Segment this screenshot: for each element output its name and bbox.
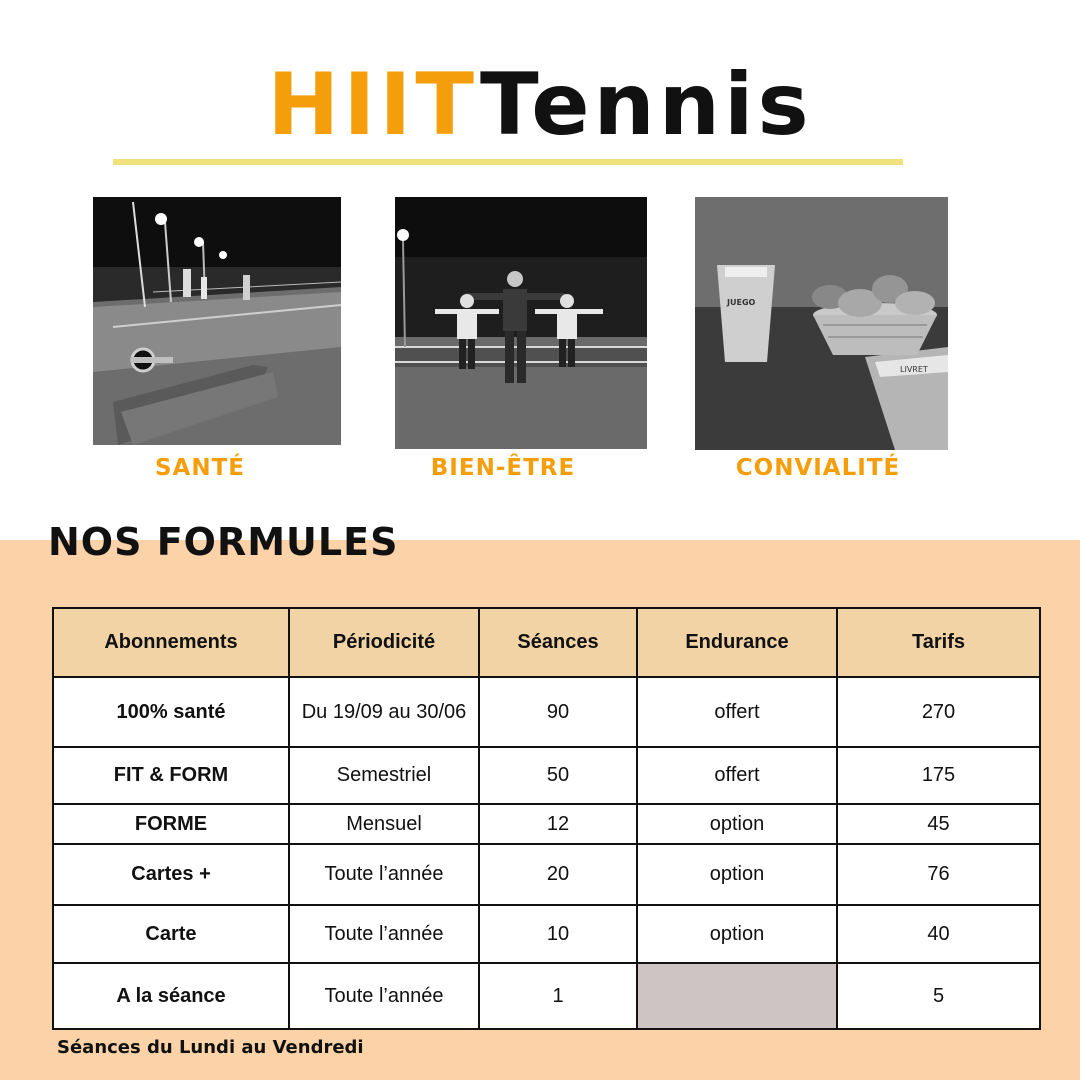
table-row <box>53 677 1040 747</box>
cell-periodicite: Toute l’année <box>289 963 479 1029</box>
cell-endurance-empty <box>637 963 837 1029</box>
header-seances: Séances <box>479 608 637 677</box>
cell-seances: 20 <box>479 844 637 905</box>
cell-seances: 90 <box>479 677 637 747</box>
cell-tarif: 175 <box>837 747 1040 804</box>
cell-periodicite: Du 19/09 au 30/06 <box>289 677 479 747</box>
cell-endurance: offert <box>637 677 837 747</box>
table-row <box>53 963 1040 1029</box>
cell-tarif: 76 <box>837 844 1040 905</box>
cell-abonnement: FIT & FORM <box>53 747 289 804</box>
cell-endurance: offert <box>637 747 837 804</box>
title-underline <box>113 159 903 165</box>
cell-abonnement: A la séance <box>53 963 289 1029</box>
cell-seances: 50 <box>479 747 637 804</box>
section-title: NOS FORMULES <box>48 520 399 564</box>
photo-bien-etre <box>395 197 647 449</box>
table-row <box>53 844 1040 905</box>
cell-periodicite: Semestriel <box>289 747 479 804</box>
header-periodicite: Périodicité <box>289 608 479 677</box>
cell-endurance: option <box>637 844 837 905</box>
pricing-table <box>52 607 1041 1030</box>
cell-endurance: option <box>637 804 837 844</box>
cell-periodicite: Toute l’année <box>289 844 479 905</box>
caption-sante: SANTÉ <box>154 455 245 481</box>
cell-periodicite: Toute l’année <box>289 905 479 963</box>
cell-abonnement: FORME <box>53 804 289 844</box>
cell-seances: 12 <box>479 804 637 844</box>
table-row <box>53 747 1040 804</box>
cell-periodicite: Mensuel <box>289 804 479 844</box>
header-abonnements: Abonnements <box>53 608 289 677</box>
footer-note: Séances du Lundi au Vendredi <box>57 1037 364 1058</box>
table-row <box>53 905 1040 963</box>
title-accent: HIIT <box>267 55 480 155</box>
photo-convialite <box>695 197 948 450</box>
cell-tarif: 5 <box>837 963 1040 1029</box>
cell-tarif: 40 <box>837 905 1040 963</box>
cell-seances: 1 <box>479 963 637 1029</box>
photo-sante <box>93 197 341 445</box>
caption-convialite: CONVIALITÉ <box>735 455 901 481</box>
header-endurance: Endurance <box>637 608 837 677</box>
cell-tarif: 270 <box>837 677 1040 747</box>
header-tarifs: Tarifs <box>837 608 1040 677</box>
cell-abonnement: 100% santé <box>53 677 289 747</box>
cell-tarif: 45 <box>837 804 1040 844</box>
cell-seances: 10 <box>479 905 637 963</box>
booklet-label: LIVRET <box>900 365 928 374</box>
table-row <box>53 804 1040 844</box>
title-rest: Tennis <box>479 55 813 155</box>
cell-abonnement: Carte <box>53 905 289 963</box>
glass-brand-label: JUEGO <box>727 298 756 307</box>
table-header-row <box>53 608 1040 677</box>
caption-bien-etre: BIEN-ÊTRE <box>430 455 576 481</box>
cell-endurance: option <box>637 905 837 963</box>
cell-abonnement: Cartes + <box>53 844 289 905</box>
page-title <box>0 55 1080 155</box>
